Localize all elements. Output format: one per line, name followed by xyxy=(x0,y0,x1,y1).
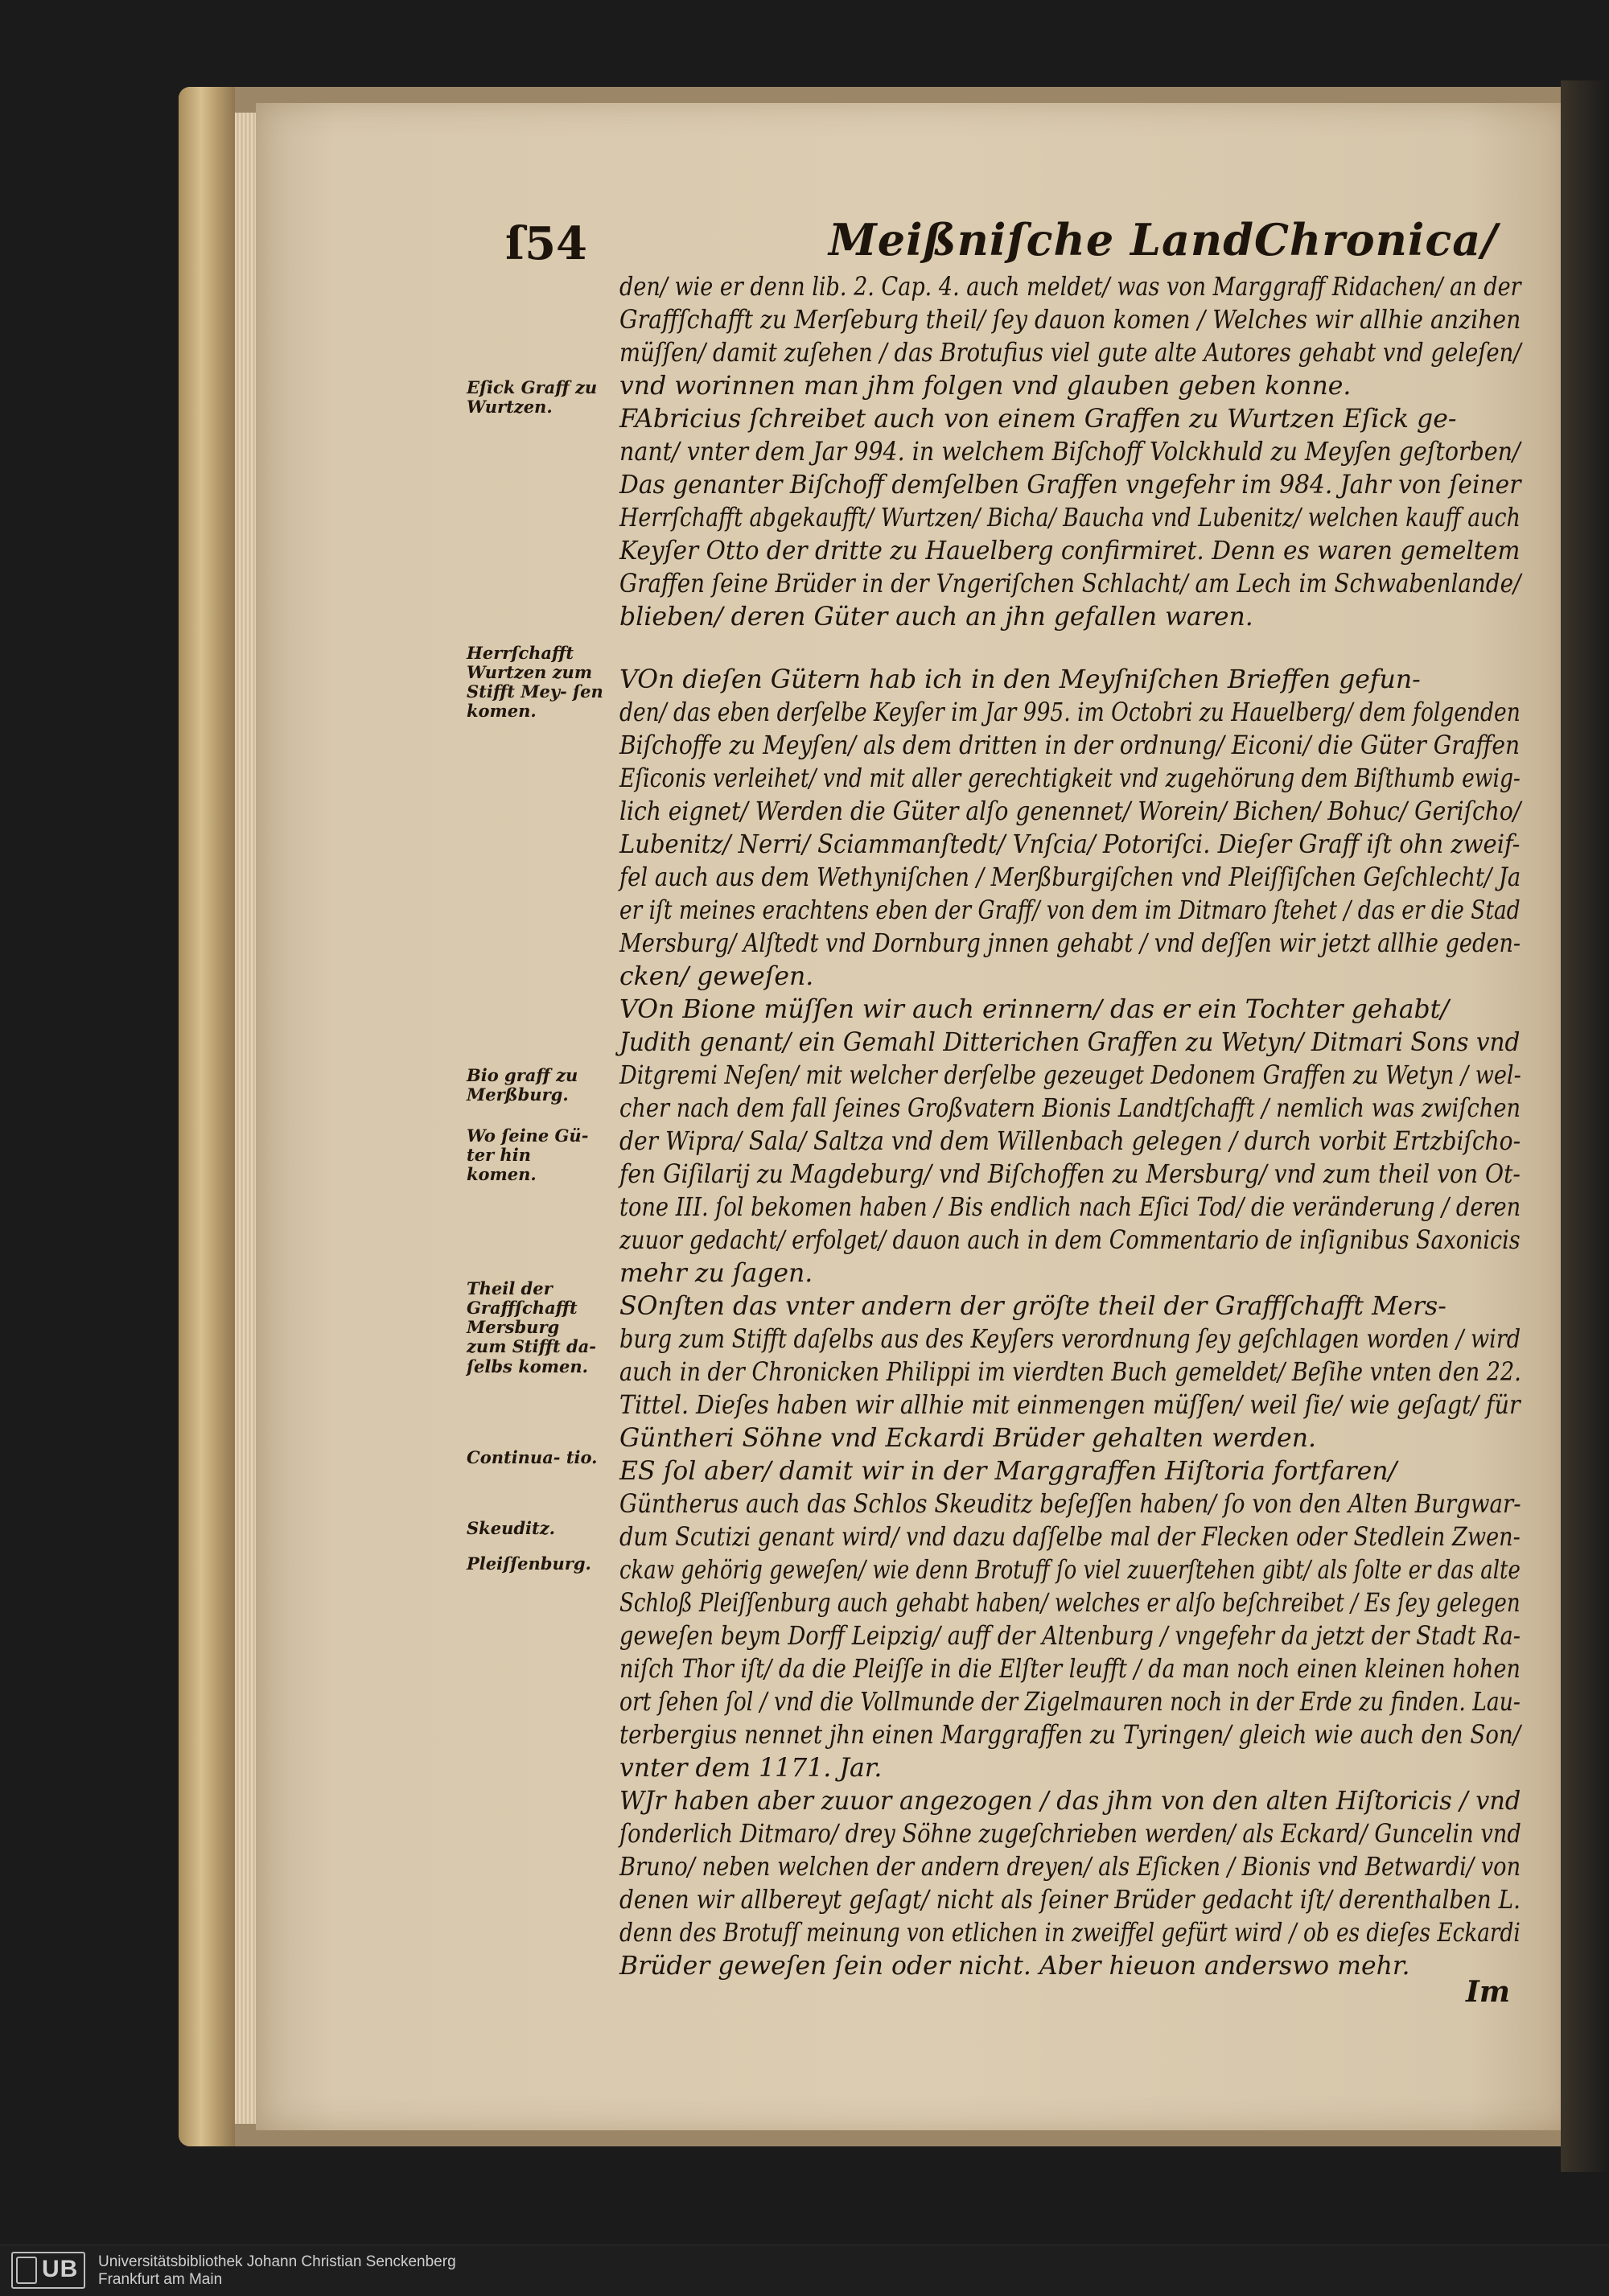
body-line: terbergius nennet jhn einen Marggraffen zu Tyringen/ gleich wie auch den Son/ xyxy=(619,1721,1521,1750)
body-line: ES ſol aber/ damit wir in der Marggraffen Hiſtoria fortfaren/ xyxy=(619,1457,1397,1486)
body-line: vnd worinnen man jhm folgen vnd glauben geben konne. xyxy=(619,372,1352,401)
body-line: cken/ geweſen. xyxy=(619,962,814,991)
margin-note: Wo ſeine Gü- ter hin komen. xyxy=(467,1125,589,1185)
catchword: Im xyxy=(1466,1975,1510,2009)
institution-city: Frankfurt am Main xyxy=(98,2271,223,2288)
body-line: Ditgremi Neſen/ mit welcher derſelbe gezeuget Dedonem Graffen zu Wetyn / wel- xyxy=(619,1061,1521,1090)
library-logo xyxy=(11,2252,85,2289)
body-line: Lubenitz/ Nerri/ Sciammanſtedt/ Vnſcia/ Potoriſci. Dieſer Graff iſt ohn zweif- xyxy=(619,830,1521,859)
body-line: auch in der Chronicken Philippi im vierdten Buch gemeldet/ Beſihe vnten den 22. xyxy=(619,1358,1521,1387)
body-line: Güntherus auch das Schlos Skeuditz beſeſſen haben/ ſo von den Alten Burgwar- xyxy=(619,1490,1521,1519)
body-line: Graffſchafft zu Merſeburg theil/ ſey dauon komen / Welches wir allhie anzihen xyxy=(619,306,1521,335)
facing-page-shadow xyxy=(1561,80,1609,2172)
body-line: ort ſehen ſol / vnd die Vollmunde der Zigelmauren noch in der Erde zu finden. Lau- xyxy=(619,1688,1521,1717)
body-line: er iſt meines erachtens eben der Graff/ von dem im Ditmaro ſtehet / das er die Stad xyxy=(619,896,1521,925)
body-line: dum Scutizi genant wird/ vnd dazu daſſelbe mal der Flecken oder Stedlein Zwen- xyxy=(619,1523,1521,1552)
body-line: burg zum Stifft daſelbs aus des Keyſers verordnung ſey geſchlagen worden / wird xyxy=(619,1325,1521,1354)
body-line: niſch Thor iſt/ da die Pleiſſe in die Elſter leufft / da man noch einen kleinen hohen xyxy=(619,1655,1521,1684)
body-line: der Wipra/ Sala/ Saltza vnd dem Willenbach gelegen / durch vorbit Ertzbiſcho- xyxy=(619,1127,1521,1156)
margin-note: Continua- tio. xyxy=(467,1447,598,1467)
body-line: mehr zu ſagen. xyxy=(619,1259,813,1288)
footer-bar xyxy=(0,2245,1609,2296)
body-line: Das genanter Biſchoff demſelben Graffen vngefehr im 984. Jahr von ſeiner xyxy=(619,471,1521,500)
body-line: ſonderlich Ditmaro/ drey Söhne zugeſchrieben werden/ als Eckard/ Guncelin vnd xyxy=(619,1820,1521,1849)
margin-note: Pleiſſenburg. xyxy=(467,1553,591,1574)
body-line: nant/ vnter dem Jar 994. in welchem Biſchoff Volckhuld zu Meyſen geſtorben/ xyxy=(619,438,1521,467)
margin-note: Herrſchafft Wurtzen zum Stifft Mey- ſen komen. xyxy=(467,643,603,722)
body-line: ckaw gehörig geweſen/ wie denn Brotuff ſo viel zuuerſtehen gibt/ als ſolte er das alte xyxy=(619,1556,1521,1585)
body-line: Brüder geweſen ſein oder nicht. Aber hieuon anderswo mehr. xyxy=(619,1952,1410,1981)
body-line: Tittel. Dieſes haben wir allhie mit einmengen müſſen/ weil ſie/ wie geſagt/ für xyxy=(619,1391,1521,1420)
library-logo-icon xyxy=(16,2257,37,2284)
body-line: Judith genant/ ein Gemahl Ditterichen Graffen zu Wetyn/ Ditmari Sons vnd xyxy=(619,1028,1521,1057)
body-line: den/ das eben derſelbe Keyſer im Jar 995. im Octobri zu Hauelberg/ dem folgenden xyxy=(619,698,1521,727)
body-line: SOnſten das vnter andern der gröſte theil der Graffſchafft Mers- xyxy=(619,1292,1446,1321)
margin-note: Theil der Graffſchafft Mersburg zum Stifft da- ſelbs komen. xyxy=(467,1278,596,1376)
body-line: blieben/ deren Güter auch an jhn gefallen waren. xyxy=(619,603,1253,632)
body-line: denen wir allbereyt geſagt/ nicht als ſeiner Brüder gedacht iſt/ derenthalben L. xyxy=(619,1886,1521,1915)
body-line: zuuor gedacht/ erfolget/ dauon auch in dem Commentario de inſignibus Saxonicis xyxy=(619,1226,1521,1255)
body-line: Mersburg/ Alſtedt vnd Dornburg jnnen gehabt / vnd deſſen wir jetzt allhie geden- xyxy=(619,929,1521,958)
body-line: denn des Brotufſ meinung von etlichen in zweiffel gefürt wird / ob es dieſes Eckardi xyxy=(619,1919,1521,1948)
body-line: FAbricius ſchreibet auch von einem Graffen zu Wurtzen Eſick ge- xyxy=(619,405,1457,434)
body-line: Eſiconis verleihet/ vnd mit aller gerechtigkeit vnd zugehörung dem Biſthumb ewig- xyxy=(619,764,1521,793)
body-line: WJr haben aber zuuor angezogen / das jhm von den alten Hiſtoricis / vnd xyxy=(619,1787,1521,1816)
body-line: vnter dem 1171. Jar. xyxy=(619,1754,883,1783)
body-line: lich eignet/ Werden die Güter alſo genennet/ Worein/ Bichen/ Bohuc/ Geriſcho/ xyxy=(619,797,1521,826)
margin-note: Bio graff zu Merßburg. xyxy=(467,1065,578,1105)
body-line: müſſen/ damit zuſehen / das Brotufius viel gute alte Autores gehabt vnd geleſen/ xyxy=(619,339,1521,368)
body-line: Graffen ſeine Brüder in der Vngeriſchen Schlacht/ am Lech im Schwabenlande/ xyxy=(619,570,1521,599)
body-line: Biſchoffe zu Meyſen/ als dem dritten in der ordnung/ Eiconi/ die Güter Graffen xyxy=(619,731,1521,760)
body-line: Bruno/ neben welchen der andern dreyen/ als Eſicken / Bionis vnd Betwardi/ von xyxy=(619,1853,1521,1882)
book-spine xyxy=(179,87,235,2146)
margin-note: Eſick Graff zu Wurtzen. xyxy=(467,377,598,418)
body-line: VOn dieſen Gütern hab ich in den Meyſniſchen Brieffen gefun- xyxy=(619,665,1421,694)
running-head: Meißniſche LandChronica/ xyxy=(829,214,1499,265)
body-line: cher nach dem fall ſeines Großvatern Bionis Landtſchafft / nemlich was zwiſchen xyxy=(619,1094,1521,1123)
library-logo-text: UB xyxy=(42,2256,79,2282)
body-line: fen Giſilarij zu Magdeburg/ vnd Biſchoffen zu Mersburg/ vnd zum theil von Ot- xyxy=(619,1160,1521,1189)
body-line: VOn Bione müſſen wir auch erinnern/ das er ein Tochter gehabt/ xyxy=(619,995,1449,1024)
institution-name: Universitätsbibliothek Johann Christian Senckenberg xyxy=(98,2253,456,2270)
margin-note: Skeuditz. xyxy=(467,1518,555,1538)
body-line: Keyſer Otto der dritte zu Hauelberg confirmiret. Denn es waren gemeltem xyxy=(619,537,1521,566)
body-line: fel auch aus dem Wethyniſchen / Merßburgiſchen vnd Pleiſſiſchen Geſchlecht/ Ja xyxy=(619,863,1521,892)
institution-credit xyxy=(98,2253,456,2289)
page-number: ſ54 xyxy=(505,217,588,270)
body-line: tone III. ſol bekomen haben / Bis endlich nach Eſici Tod/ die veränderung / deren xyxy=(619,1193,1521,1222)
body-line: den/ wie er denn lib. 2. Cap. 4. auch meldet/ was von Marggraff Ridachen/ an der xyxy=(619,273,1521,302)
body-line: Herrſchafft abgekaufft/ Wurtzen/ Bicha/ Baucha vnd Lubenitz/ welchen kauff auch xyxy=(619,504,1521,533)
body-line: geweſen beym Dorff Leipzig/ auff der Altenburg / vngefehr da jetzt der Stadt Ra- xyxy=(619,1622,1521,1651)
body-line: Schloß Pleiſſenburg auch gehabt haben/ welches er alſo beſchreibet / Es ſey gelegen xyxy=(619,1589,1521,1618)
body-line: Güntheri Söhne vnd Eckardi Brüder gehalten werden. xyxy=(619,1424,1317,1453)
